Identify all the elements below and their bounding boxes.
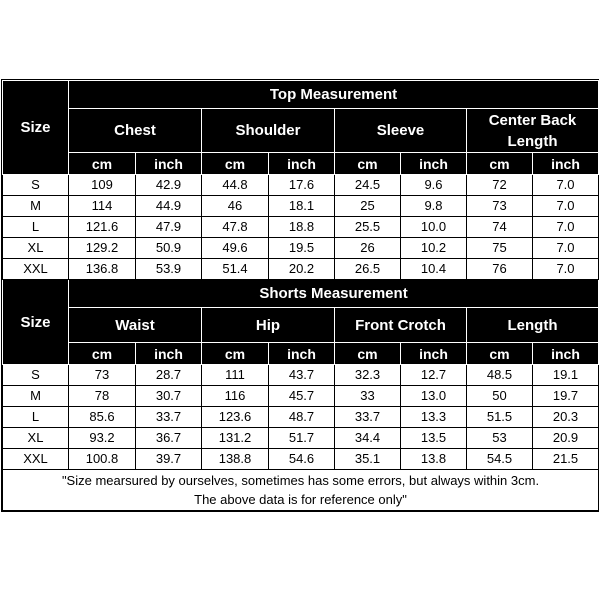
table-row xyxy=(3,428,599,449)
value-cell: 54.5 xyxy=(467,449,533,470)
table-row xyxy=(3,407,599,428)
value-cell: 34.4 xyxy=(335,428,401,449)
value-cell: 19.5 xyxy=(269,238,335,259)
table-row xyxy=(3,217,599,238)
top-unit-row xyxy=(3,153,599,175)
table-row xyxy=(3,196,599,217)
shorts-measurement-section xyxy=(3,280,599,470)
value-cell: 47.9 xyxy=(136,217,202,238)
value-cell: 20.2 xyxy=(269,259,335,280)
footnote xyxy=(3,470,599,511)
top-group-sleeve: Sleeve xyxy=(335,109,467,153)
shorts-group-length: Length xyxy=(467,308,599,343)
value-cell: 51.4 xyxy=(202,259,269,280)
value-cell: 24.5 xyxy=(335,175,401,196)
value-cell: 43.7 xyxy=(269,365,335,386)
value-cell: 7.0 xyxy=(533,196,599,217)
table-row xyxy=(3,386,599,407)
size-cell: XL xyxy=(3,428,69,449)
top-unit-cm: cm xyxy=(202,153,269,175)
value-cell: 53.9 xyxy=(136,259,202,280)
top-group-chest: Chest xyxy=(69,109,202,153)
value-cell: 20.9 xyxy=(533,428,599,449)
value-cell: 74 xyxy=(467,217,533,238)
value-cell: 10.0 xyxy=(401,217,467,238)
value-cell: 9.6 xyxy=(401,175,467,196)
value-cell: 10.4 xyxy=(401,259,467,280)
value-cell: 39.7 xyxy=(136,449,202,470)
value-cell: 93.2 xyxy=(69,428,136,449)
footnote-line-2: The above data is for reference only" xyxy=(194,492,407,507)
size-cell: M xyxy=(3,386,69,407)
size-chart xyxy=(1,79,599,512)
value-cell: 26.5 xyxy=(335,259,401,280)
shorts-group-front-crotch: Front Crotch xyxy=(335,308,467,343)
value-cell: 7.0 xyxy=(533,175,599,196)
value-cell: 45.7 xyxy=(269,386,335,407)
top-group-center-back-length: Center Back Length xyxy=(467,109,599,153)
value-cell: 26 xyxy=(335,238,401,259)
value-cell: 48.7 xyxy=(269,407,335,428)
value-cell: 36.7 xyxy=(136,428,202,449)
top-measurement-section xyxy=(3,81,599,280)
top-unit-inch: inch xyxy=(269,153,335,175)
value-cell: 13.0 xyxy=(401,386,467,407)
shorts-unit-cm: cm xyxy=(69,343,136,365)
value-cell: 7.0 xyxy=(533,238,599,259)
table-row xyxy=(3,175,599,196)
top-unit-inch: inch xyxy=(401,153,467,175)
size-cell: M xyxy=(3,196,69,217)
value-cell: 19.1 xyxy=(533,365,599,386)
shorts-group-waist: Waist xyxy=(69,308,202,343)
value-cell: 12.7 xyxy=(401,365,467,386)
value-cell: 138.8 xyxy=(202,449,269,470)
value-cell: 51.5 xyxy=(467,407,533,428)
size-cell: S xyxy=(3,175,69,196)
value-cell: 13.3 xyxy=(401,407,467,428)
value-cell: 30.7 xyxy=(136,386,202,407)
shorts-unit-cm: cm xyxy=(467,343,533,365)
value-cell: 123.6 xyxy=(202,407,269,428)
value-cell: 50 xyxy=(467,386,533,407)
value-cell: 46 xyxy=(202,196,269,217)
value-cell: 35.1 xyxy=(335,449,401,470)
top-unit-cm: cm xyxy=(467,153,533,175)
footnote-line-1: "Size mearsured by ourselves, sometimes has some errors, but always within 3cm. xyxy=(61,473,540,488)
value-cell: 44.9 xyxy=(136,196,202,217)
value-cell: 76 xyxy=(467,259,533,280)
value-cell: 25.5 xyxy=(335,217,401,238)
value-cell: 129.2 xyxy=(69,238,136,259)
shorts-unit-inch: inch xyxy=(533,343,599,365)
value-cell: 54.6 xyxy=(269,449,335,470)
value-cell: 42.9 xyxy=(136,175,202,196)
value-cell: 9.8 xyxy=(401,196,467,217)
shorts-size-header: Size xyxy=(3,280,69,365)
size-cell: XXL xyxy=(3,259,69,280)
size-cell: XXL xyxy=(3,449,69,470)
value-cell: 72 xyxy=(467,175,533,196)
value-cell: 109 xyxy=(69,175,136,196)
value-cell: 73 xyxy=(69,365,136,386)
shorts-unit-cm: cm xyxy=(335,343,401,365)
top-unit-inch: inch xyxy=(533,153,599,175)
value-cell: 33.7 xyxy=(136,407,202,428)
top-unit-cm: cm xyxy=(69,153,136,175)
value-cell: 32.3 xyxy=(335,365,401,386)
shorts-unit-inch: inch xyxy=(136,343,202,365)
value-cell: 20.3 xyxy=(533,407,599,428)
value-cell: 131.2 xyxy=(202,428,269,449)
value-cell: 19.7 xyxy=(533,386,599,407)
value-cell: 25 xyxy=(335,196,401,217)
value-cell: 121.6 xyxy=(69,217,136,238)
value-cell: 85.6 xyxy=(69,407,136,428)
top-group-shoulder: Shoulder xyxy=(202,109,335,153)
top-measurement-title: Top Measurement xyxy=(69,81,599,109)
size-cell: S xyxy=(3,365,69,386)
shorts-unit-row xyxy=(3,343,599,365)
value-cell: 18.1 xyxy=(269,196,335,217)
size-cell: L xyxy=(3,217,69,238)
top-unit-cm: cm xyxy=(335,153,401,175)
value-cell: 17.6 xyxy=(269,175,335,196)
value-cell: 33.7 xyxy=(335,407,401,428)
value-cell: 7.0 xyxy=(533,259,599,280)
value-cell: 114 xyxy=(69,196,136,217)
table-row xyxy=(3,449,599,470)
top-size-header: Size xyxy=(3,81,69,175)
value-cell: 18.8 xyxy=(269,217,335,238)
value-cell: 136.8 xyxy=(69,259,136,280)
value-cell: 47.8 xyxy=(202,217,269,238)
value-cell: 7.0 xyxy=(533,217,599,238)
value-cell: 75 xyxy=(467,238,533,259)
value-cell: 100.8 xyxy=(69,449,136,470)
shorts-unit-inch: inch xyxy=(401,343,467,365)
shorts-group-hip: Hip xyxy=(202,308,335,343)
table-row xyxy=(3,365,599,386)
value-cell: 53 xyxy=(467,428,533,449)
table-row xyxy=(3,259,599,280)
shorts-measurement-title: Shorts Measurement xyxy=(69,280,599,308)
value-cell: 48.5 xyxy=(467,365,533,386)
value-cell: 33 xyxy=(335,386,401,407)
value-cell: 51.7 xyxy=(269,428,335,449)
value-cell: 73 xyxy=(467,196,533,217)
table-row xyxy=(3,238,599,259)
value-cell: 50.9 xyxy=(136,238,202,259)
size-cell: L xyxy=(3,407,69,428)
top-unit-inch: inch xyxy=(136,153,202,175)
value-cell: 49.6 xyxy=(202,238,269,259)
size-cell: XL xyxy=(3,238,69,259)
value-cell: 111 xyxy=(202,365,269,386)
size-chart-table xyxy=(2,80,599,511)
value-cell: 116 xyxy=(202,386,269,407)
value-cell: 21.5 xyxy=(533,449,599,470)
value-cell: 78 xyxy=(69,386,136,407)
value-cell: 13.8 xyxy=(401,449,467,470)
value-cell: 13.5 xyxy=(401,428,467,449)
shorts-unit-cm: cm xyxy=(202,343,269,365)
value-cell: 10.2 xyxy=(401,238,467,259)
value-cell: 44.8 xyxy=(202,175,269,196)
value-cell: 28.7 xyxy=(136,365,202,386)
shorts-unit-inch: inch xyxy=(269,343,335,365)
